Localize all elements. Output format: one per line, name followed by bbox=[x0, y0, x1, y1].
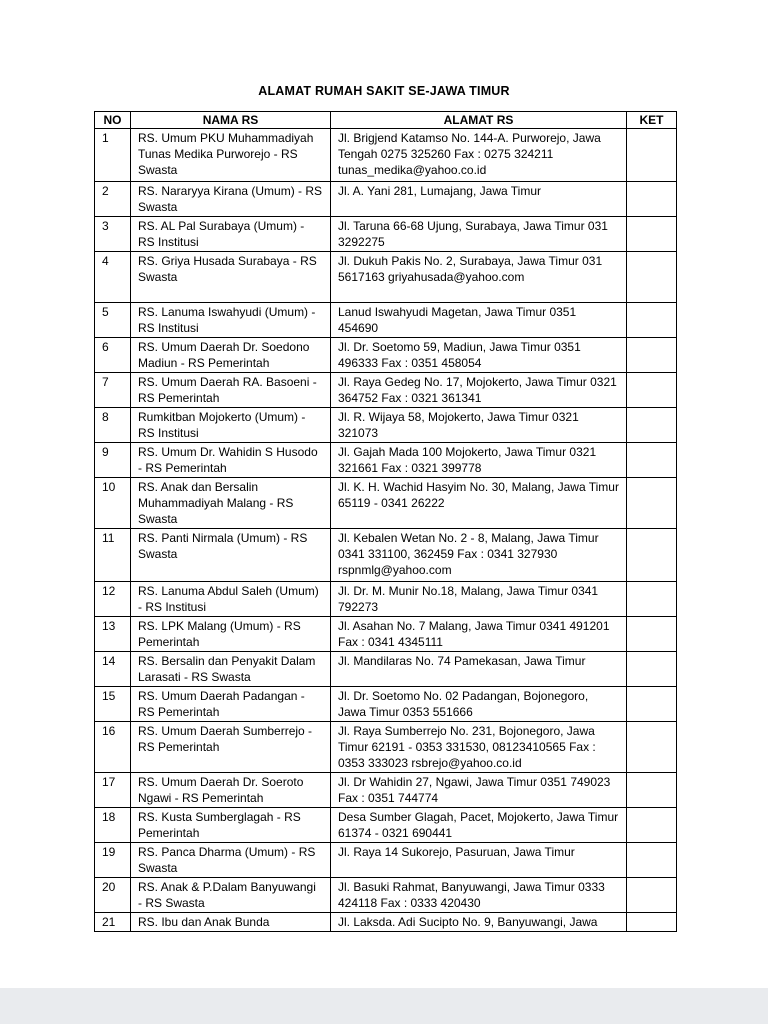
table-row bbox=[95, 129, 677, 182]
cell-alamat: Jl. Mandilaras No. 74 Pamekasan, Jawa Timur bbox=[331, 652, 627, 687]
cell-ket bbox=[627, 529, 677, 582]
cell-no: 15 bbox=[95, 687, 131, 722]
table-row bbox=[95, 652, 677, 687]
cell-alamat: Jl. Basuki Rahmat, Banyuwangi, Jawa Timur 0333 424118 Fax : 0333 420430 bbox=[331, 878, 627, 913]
cell-nama: RS. Anak dan Bersalin Muhammadiyah Malang - RS Swasta bbox=[131, 478, 331, 529]
cell-alamat: Jl. Dukuh Pakis No. 2, Surabaya, Jawa Timur 031 5617163 griyahusada@yahoo.com bbox=[331, 252, 627, 303]
cell-ket bbox=[627, 722, 677, 773]
cell-alamat: Desa Sumber Glagah, Pacet, Mojokerto, Jawa Timur 61374 - 0321 690441 bbox=[331, 808, 627, 843]
cell-alamat: Jl. Kebalen Wetan No. 2 - 8, Malang, Jawa Timur 0341 331100, 362459 Fax : 0341 327930 rspnmlg@yahoo.com bbox=[331, 529, 627, 582]
cell-no: 18 bbox=[95, 808, 131, 843]
cell-nama: RS. Umum Daerah Dr. Soedono Madiun - RS Pemerintah bbox=[131, 338, 331, 373]
cell-nama: RS. Umum Daerah Dr. Soeroto Ngawi - RS Pemerintah bbox=[131, 773, 331, 808]
cell-nama: RS. Nararyya Kirana (Umum) - RS Swasta bbox=[131, 182, 331, 217]
cell-ket bbox=[627, 338, 677, 373]
cell-alamat: Jl. Raya 14 Sukorejo, Pasuruan, Jawa Timur bbox=[331, 843, 627, 878]
cell-alamat: Jl. Gajah Mada 100 Mojokerto, Jawa Timur 0321 321661 Fax : 0321 399778 bbox=[331, 443, 627, 478]
cell-alamat: Jl. Taruna 66-68 Ujung, Surabaya, Jawa Timur 031 3292275 bbox=[331, 217, 627, 252]
cell-nama: RS. Umum Daerah Sumberrejo - RS Pemerintah bbox=[131, 722, 331, 773]
cell-alamat: Lanud Iswahyudi Magetan, Jawa Timur 0351 454690 bbox=[331, 303, 627, 338]
cell-ket bbox=[627, 129, 677, 182]
cell-ket bbox=[627, 182, 677, 217]
cell-no: 14 bbox=[95, 652, 131, 687]
cell-no: 16 bbox=[95, 722, 131, 773]
cell-no: 5 bbox=[95, 303, 131, 338]
cell-no: 20 bbox=[95, 878, 131, 913]
cell-no: 13 bbox=[95, 617, 131, 652]
cell-no: 4 bbox=[95, 252, 131, 303]
cell-alamat: Jl. Brigjend Katamso No. 144-A. Purworejo, Jawa Tengah 0275 325260 Fax : 0275 324211 tunas_medika@yahoo.co.id bbox=[331, 129, 627, 182]
cell-ket bbox=[627, 687, 677, 722]
cell-nama: RS. Panti Nirmala (Umum) - RS Swasta bbox=[131, 529, 331, 582]
table-row bbox=[95, 913, 677, 932]
cell-alamat: Jl. Dr Wahidin 27, Ngawi, Jawa Timur 0351 749023 Fax : 0351 744774 bbox=[331, 773, 627, 808]
cell-ket bbox=[627, 443, 677, 478]
cell-alamat: Jl. K. H. Wachid Hasyim No. 30, Malang, Jawa Timur 65119 - 0341 26222 bbox=[331, 478, 627, 529]
table-row bbox=[95, 303, 677, 338]
cell-nama: Rumkitban Mojokerto (Umum) - RS Institusi bbox=[131, 408, 331, 443]
page-title: ALAMAT RUMAH SAKIT SE-JAWA TIMUR bbox=[258, 84, 510, 98]
cell-nama: RS. Umum PKU Muhammadiyah Tunas Medika Purworejo - RS Swasta bbox=[131, 129, 331, 182]
cell-nama: RS. LPK Malang (Umum) - RS Pemerintah bbox=[131, 617, 331, 652]
cell-ket bbox=[627, 478, 677, 529]
cell-nama: RS. Panca Dharma (Umum) - RS Swasta bbox=[131, 843, 331, 878]
cell-nama: RS. Kusta Sumberglagah - RS Pemerintah bbox=[131, 808, 331, 843]
cell-ket bbox=[627, 617, 677, 652]
cell-ket bbox=[627, 252, 677, 303]
cell-ket bbox=[627, 373, 677, 408]
cell-alamat: Jl. Asahan No. 7 Malang, Jawa Timur 0341 491201 Fax : 0341 4345111 bbox=[331, 617, 627, 652]
cell-alamat: Jl. Dr. Soetomo 59, Madiun, Jawa Timur 0351 496333 Fax : 0351 458054 bbox=[331, 338, 627, 373]
table-row bbox=[95, 408, 677, 443]
cell-no: 21 bbox=[95, 913, 131, 932]
cell-no: 6 bbox=[95, 338, 131, 373]
table-row bbox=[95, 182, 677, 217]
cell-no: 7 bbox=[95, 373, 131, 408]
cell-alamat: Jl. Dr. Soetomo No. 02 Padangan, Bojonegoro, Jawa Timur 0353 551666 bbox=[331, 687, 627, 722]
header-alamat: ALAMAT RS bbox=[331, 112, 627, 129]
cell-no: 11 bbox=[95, 529, 131, 582]
cell-nama: RS. Ibu dan Anak Bunda bbox=[131, 913, 331, 932]
table-header-row bbox=[95, 112, 677, 129]
header-ket: KET bbox=[627, 112, 677, 129]
hospital-table bbox=[94, 111, 677, 932]
table-row bbox=[95, 773, 677, 808]
cell-nama: RS. Bersalin dan Penyakit Dalam Larasati - RS Swasta bbox=[131, 652, 331, 687]
table-row bbox=[95, 338, 677, 373]
table-row bbox=[95, 582, 677, 617]
table-row bbox=[95, 722, 677, 773]
cell-nama: RS. Lanuma Iswahyudi (Umum) - RS Institusi bbox=[131, 303, 331, 338]
table-row bbox=[95, 687, 677, 722]
table-body bbox=[95, 129, 677, 932]
cell-nama: RS. Anak & P.Dalam Banyuwangi - RS Swasta bbox=[131, 878, 331, 913]
table-row bbox=[95, 843, 677, 878]
cell-no: 19 bbox=[95, 843, 131, 878]
cell-alamat: Jl. Dr. M. Munir No.18, Malang, Jawa Timur 0341 792273 bbox=[331, 582, 627, 617]
cell-ket bbox=[627, 878, 677, 913]
cell-no: 12 bbox=[95, 582, 131, 617]
cell-no: 10 bbox=[95, 478, 131, 529]
cell-ket bbox=[627, 808, 677, 843]
viewer-background bbox=[0, 988, 768, 1024]
cell-alamat: Jl. Laksda. Adi Sucipto No. 9, Banyuwangi, Jawa bbox=[331, 913, 627, 932]
cell-alamat: Jl. Raya Sumberrejo No. 231, Bojonegoro, Jawa Timur 62191 - 0353 331530, 08123410565 Fax : 0353 333023 rsbrejo@yahoo.co.id bbox=[331, 722, 627, 773]
cell-nama: RS. Griya Husada Surabaya - RS Swasta bbox=[131, 252, 331, 303]
cell-no: 17 bbox=[95, 773, 131, 808]
cell-nama: RS. Umum Daerah RA. Basoeni - RS Pemerintah bbox=[131, 373, 331, 408]
cell-no: 9 bbox=[95, 443, 131, 478]
cell-no: 1 bbox=[95, 129, 131, 182]
table-row bbox=[95, 217, 677, 252]
cell-ket bbox=[627, 217, 677, 252]
table-row bbox=[95, 529, 677, 582]
table-row bbox=[95, 373, 677, 408]
table-row bbox=[95, 808, 677, 843]
table-row bbox=[95, 878, 677, 913]
cell-no: 2 bbox=[95, 182, 131, 217]
cell-ket bbox=[627, 843, 677, 878]
cell-no: 8 bbox=[95, 408, 131, 443]
cell-nama: RS. Umum Dr. Wahidin S Husodo - RS Pemerintah bbox=[131, 443, 331, 478]
cell-ket bbox=[627, 582, 677, 617]
cell-ket bbox=[627, 773, 677, 808]
cell-ket bbox=[627, 408, 677, 443]
cell-nama: RS. Lanuma Abdul Saleh (Umum) - RS Institusi bbox=[131, 582, 331, 617]
cell-no: 3 bbox=[95, 217, 131, 252]
cell-ket bbox=[627, 652, 677, 687]
table-row bbox=[95, 617, 677, 652]
header-no: NO bbox=[95, 112, 131, 129]
cell-alamat: Jl. R. Wijaya 58, Mojokerto, Jawa Timur 0321 321073 bbox=[331, 408, 627, 443]
table-row bbox=[95, 252, 677, 303]
cell-nama: RS. Umum Daerah Padangan - RS Pemerintah bbox=[131, 687, 331, 722]
cell-alamat: Jl. A. Yani 281, Lumajang, Jawa Timur bbox=[331, 182, 627, 217]
header-nama: NAMA RS bbox=[131, 112, 331, 129]
table-row bbox=[95, 443, 677, 478]
cell-nama: RS. AL Pal Surabaya (Umum) - RS Institusi bbox=[131, 217, 331, 252]
table-row bbox=[95, 478, 677, 529]
cell-alamat: Jl. Raya Gedeg No. 17, Mojokerto, Jawa Timur 0321 364752 Fax : 0321 361341 bbox=[331, 373, 627, 408]
cell-ket bbox=[627, 303, 677, 338]
cell-ket bbox=[627, 913, 677, 932]
